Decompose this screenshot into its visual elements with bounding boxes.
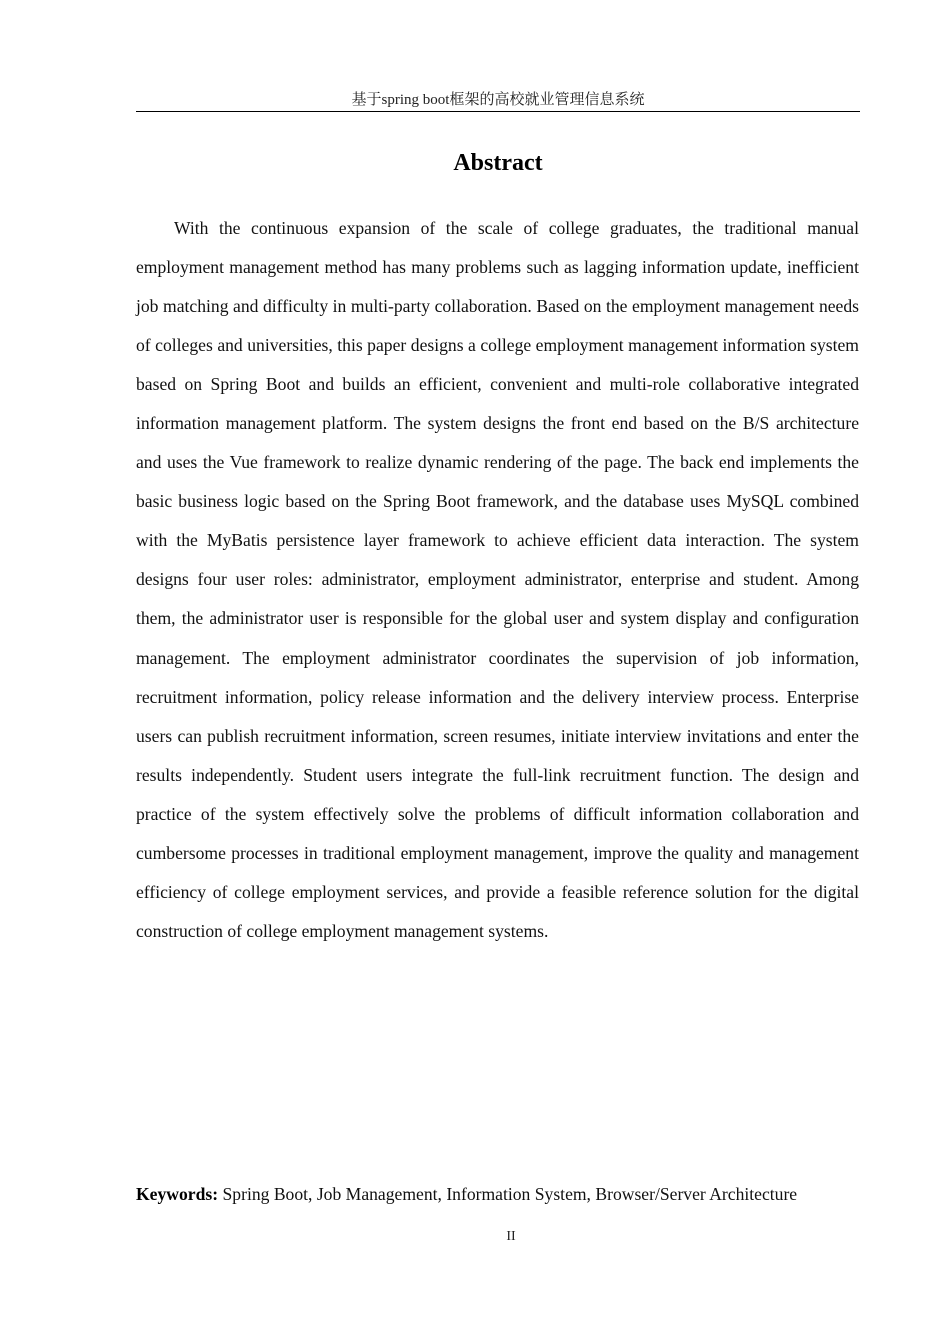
running-header: 基于spring boot框架的高校就业管理信息系统 (136, 90, 860, 112)
keywords-line (136, 1181, 876, 1207)
keywords-label: Keywords: (136, 1184, 223, 1204)
keywords-text: Spring Boot, Job Management, Information System, Browser/Server Architecture (222, 1184, 798, 1204)
abstract-title: Abstract (453, 150, 543, 176)
page-number: II (506, 1229, 516, 1244)
abstract-body: With the continuous expansion of the scale of college graduates, the traditional manual employment management method has many problems such as lagging information update, inefficient job matching and difficulty in multi-party collaboration. Based on the employment management needs of colleges and universities, this paper designs a college employment management information system based on Spring Boot and builds an efficient, convenient and multi-role collaborative integrated information management platform. The system designs the front end based on the B/S architecture and uses the Vue framework to realize dynamic rendering of the page. The back end implements the basic business logic based on the Spring Boot framework, and the database uses MySQL combined with the MyBatis persistence layer framework to achieve efficient data interaction. The system designs four user roles: administrator, employment administrator, enterprise and student. Among them, the administrator user is responsible for the global user and system display and configuration management. The employment administrator coordinates the supervision of job information, recruitment information, policy release information and the delivery interview process. Enterprise users can publish recruitment information, screen resumes, initiate interview invitations and enter the results independently. Student users integrate the full-link recruitment function. The design and practice of the system effectively solve the problems of difficult information collaboration and cumbersome processes in traditional employment management, improve the quality and management efficiency of college employment services, and provide a feasible reference solution for the digital construction of college employment management systems. (136, 218, 859, 941)
